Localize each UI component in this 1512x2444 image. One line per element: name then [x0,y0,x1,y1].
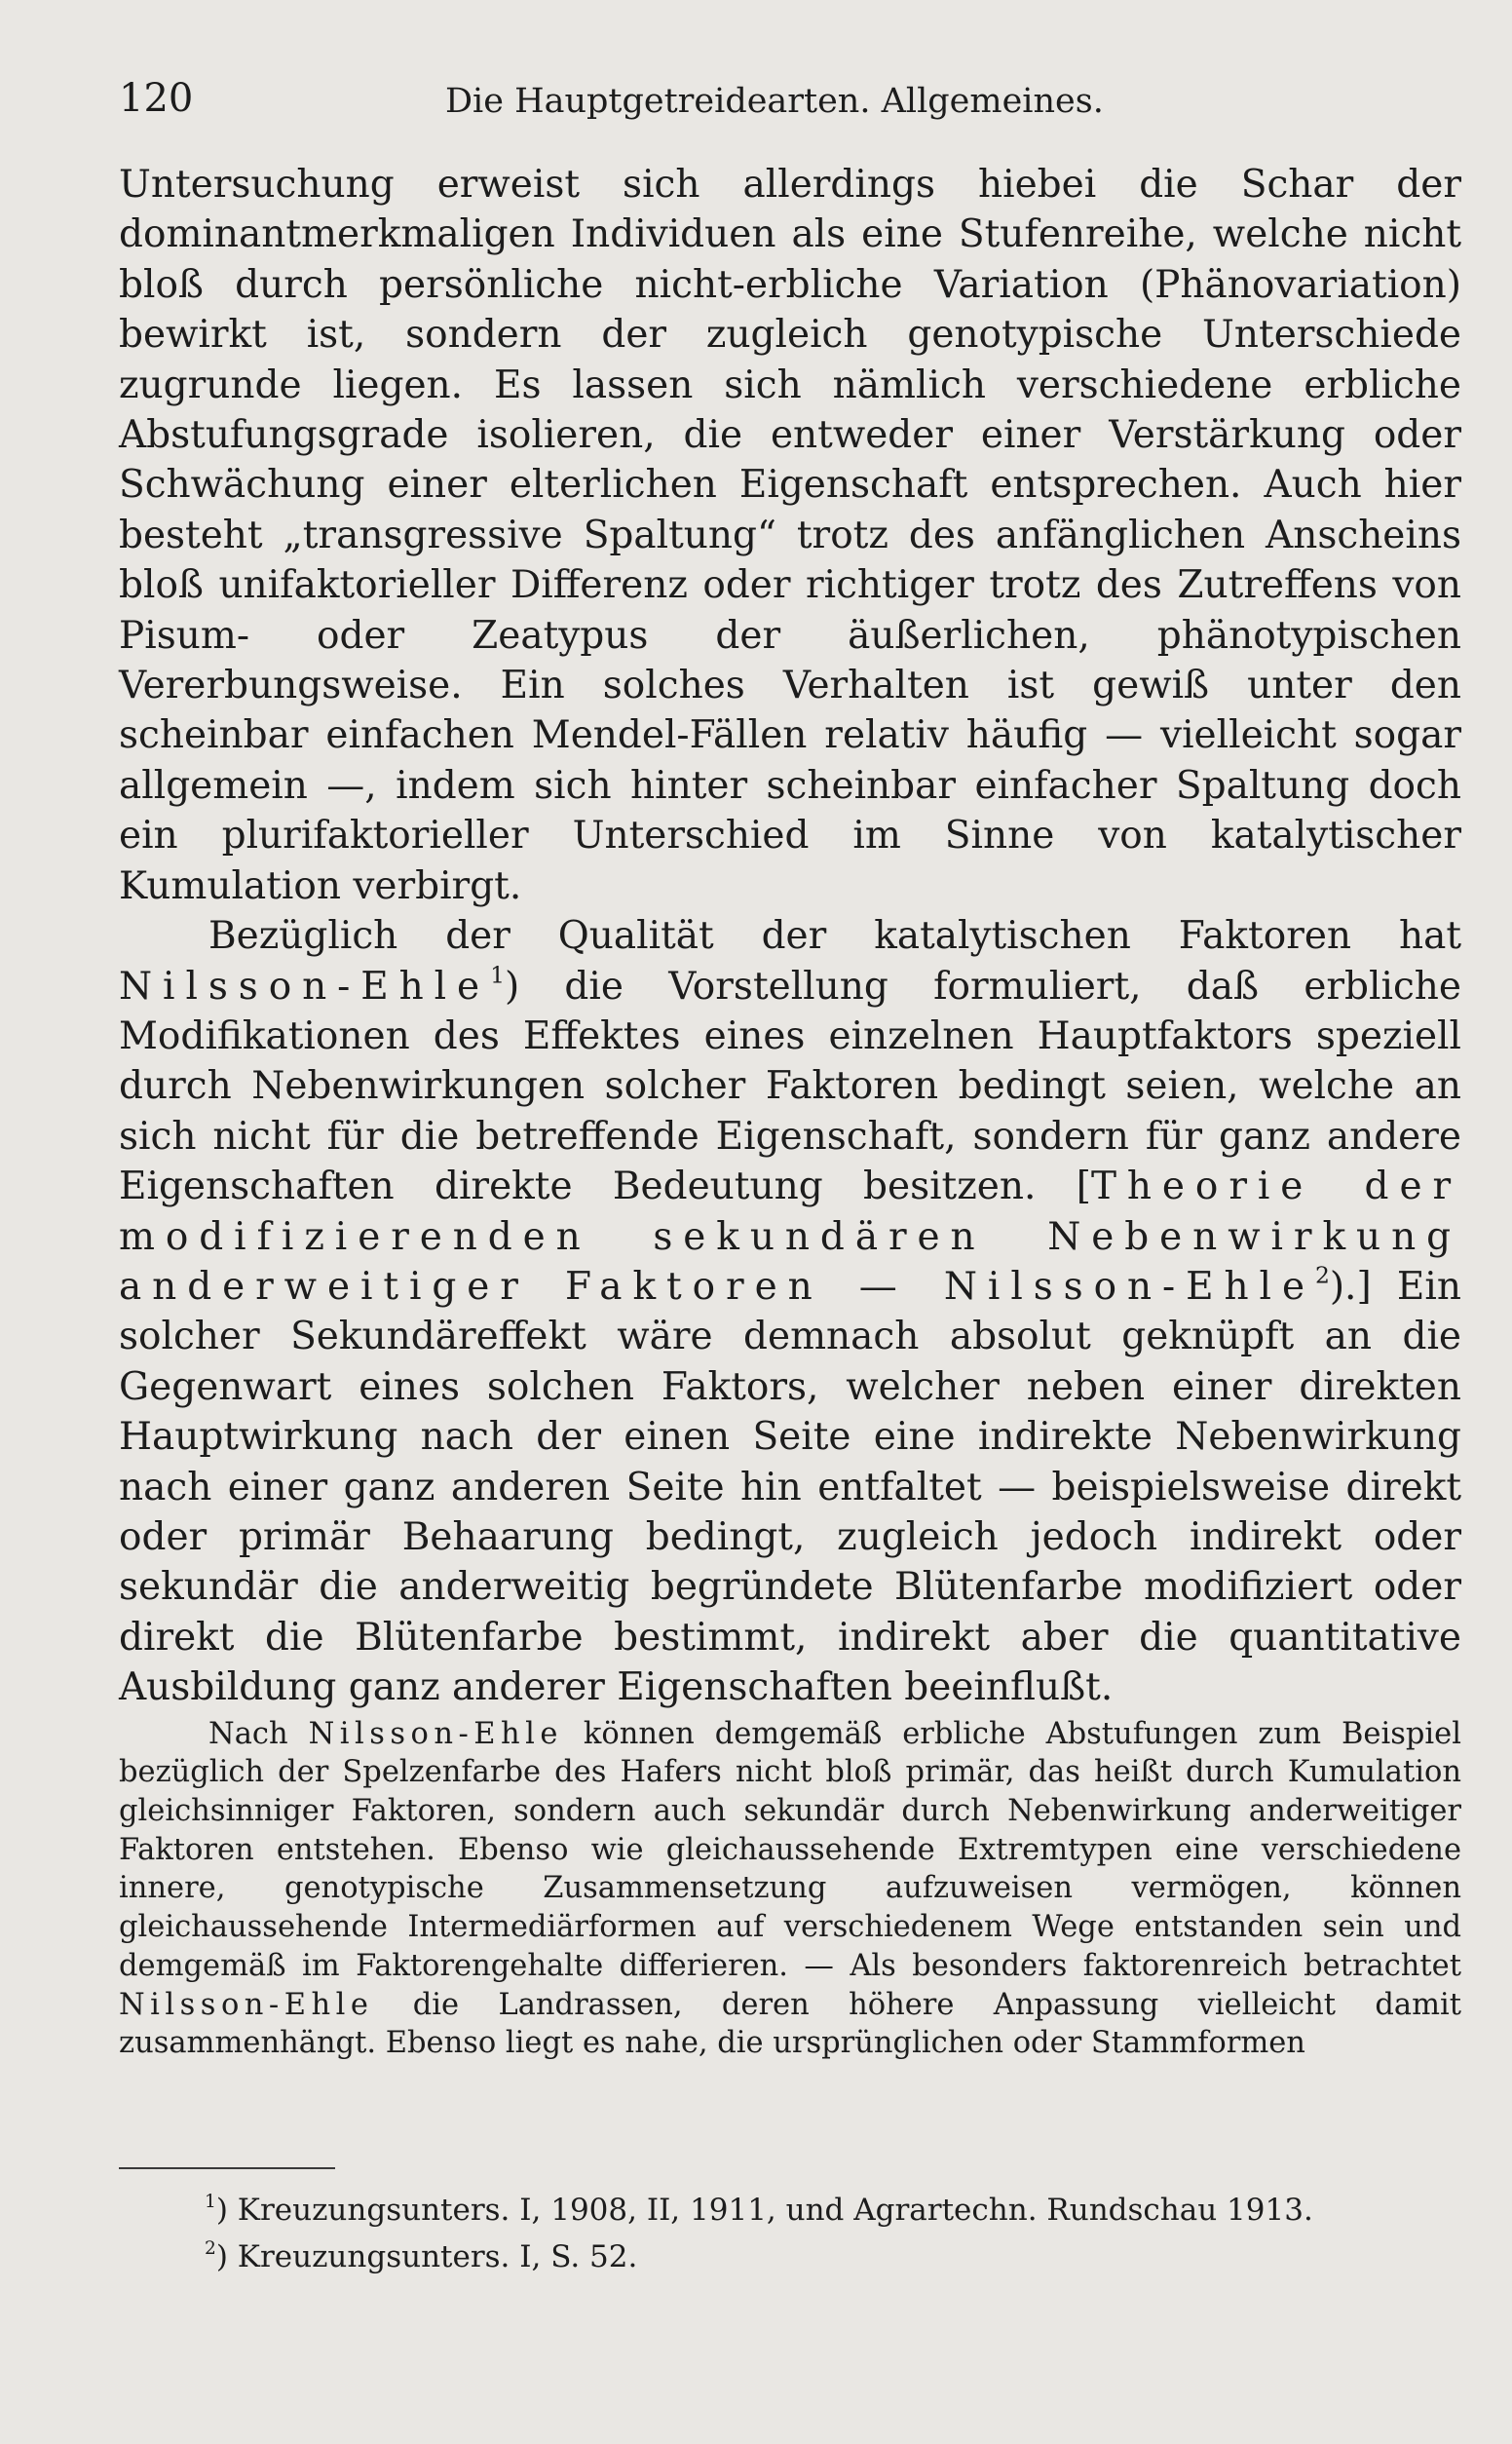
footnote-ref-1[interactable]: 1 [490,961,505,989]
small-print-note [119,1715,1461,2063]
footnote-ref-2[interactable]: 2 [1314,1261,1330,1289]
paragraph-lead: Bezüglich der Qualität der katalytischen Faktoren hat [208,914,1461,959]
note-text-a: können demgemäß erbliche Abstufungen zum Beispiel bezüglich der Spelzenfarbe des Hafers nicht bloß primär, das heißt durch Kumulation gleichsinniger Faktoren, sondern auch sekundär durch Nebenwirkung anderweitiger Faktoren entstehen. Ebenso wie gleichaussehende Extremtypen eine verschiedene innere, genotypische Zusammensetzung aufzuweisen vermögen, können gleichaussehende Intermediärformen auf verschiedenem Wege entstanden sein und demgemäß im Faktorengehalte differieren. — Als besonders faktorenreich betrachtet [119,1716,1461,1983]
note-author: Nilsson-Ehle [308,1716,563,1751]
footnote-1 [205,2187,1471,2234]
running-title: Die Hauptgetreidearten. Allgemeines. [445,82,1104,121]
paragraph-text-b: ).] Ein solcher Sekundäreffekt wäre demnach absolut geknüpft an die Gegenwart eines solchen Faktors, welcher neben einer direkten Hauptwirkung nach der einen Seite eine indirekte Nebenwirkung nach einer ganz anderen Seite hin entfaltet — beispielsweise direkt oder primär Behaarung bedingt, zugleich jedoch indirekt oder sekundär die anderweitig begründete Blütenfarbe modifiziert oder direkt die Blütenfarbe bestimmt, indirekt aber die quantitative Ausbildung ganz anderer Eigenschaften beeinflußt. [119,1264,1461,1710]
paragraph-continuation [119,160,1461,911]
note-lead: Nach [208,1716,288,1751]
footnote-text: ) Kreuzungsunters. I, 1908, II, 1911, und Agrartechn. Rundschau 1913. [215,2193,1313,2228]
main-text [119,160,1461,2063]
author-name: Nilsson-Ehle [119,964,491,1009]
note-text-b: die Landrassen, deren höhere Anpassung vielleicht damit zusammenhängt. Ebenso liegt es nahe, die ursprünglichen oder Stammformen [119,1987,1461,2061]
paragraph-catalytic-factors [119,911,1461,1713]
note-author-2: Nilsson-Ehle [119,1987,374,2022]
footnote-mark: 2 [205,2237,216,2259]
paragraph-text-a: ) die Vorstellung formuliert, daß erbliche Modifikationen des Effektes eines einzelnen Hauptfaktors speziell durch Nebenwirkungen solcher Faktoren bedingt seien, welche an sich nicht für die betreffende Eigenschaft, sondern für ganz andere Eigenschaften direkte Bedeutung besitzen. [ [119,964,1461,1209]
running-head [119,76,1463,134]
page-number: 120 [119,76,194,121]
paragraph-text: Untersuchung erweist sich allerdings hiebei die Schar der dominantmerkmaligen Individuen als eine Stufenreihe, welche nicht bloß durch persönliche nicht-erbliche Variation (Phänovariation) bewirkt ist, sondern der zugleich genotypische Unterschiede zugrunde liegen. Es lassen sich nämlich verschiedene erbliche Abstufungsgrade isolieren, die entweder einer Verstärkung oder Schwächung einer elterlichen Eigenschaft entsprechen. Auch hier besteht „transgressive Spaltung“ trotz des anfänglichen Anscheins bloß unifaktorieller Differenz oder richtiger trotz des Zutreffens von Pisum- oder Zeatypus der äußerlichen, phänotypischen Vererbungsweise. Ein solches Verhalten ist gewiß unter den scheinbar einfachen Mendel-Fällen relativ häufig — vielleicht sogar allgemein —, indem sich hinter scheinbar einfacher Spaltung doch ein plurifaktorieller Unterschied im Sinne von katalytischer Kumulation verbirgt. [119,163,1461,908]
footnote-mark: 1 [205,2191,216,2212]
footnote-text: ) Kreuzungsunters. I, S. 52. [215,2239,638,2274]
footnotes [205,2187,1471,2280]
footnote-divider [119,2167,335,2169]
footnote-2 [205,2234,1471,2280]
theory-name: Theorie der modifizierenden sekundären Nebenwirkung anderweitiger Faktoren — Nilsson-Ehle [119,1165,1462,1309]
